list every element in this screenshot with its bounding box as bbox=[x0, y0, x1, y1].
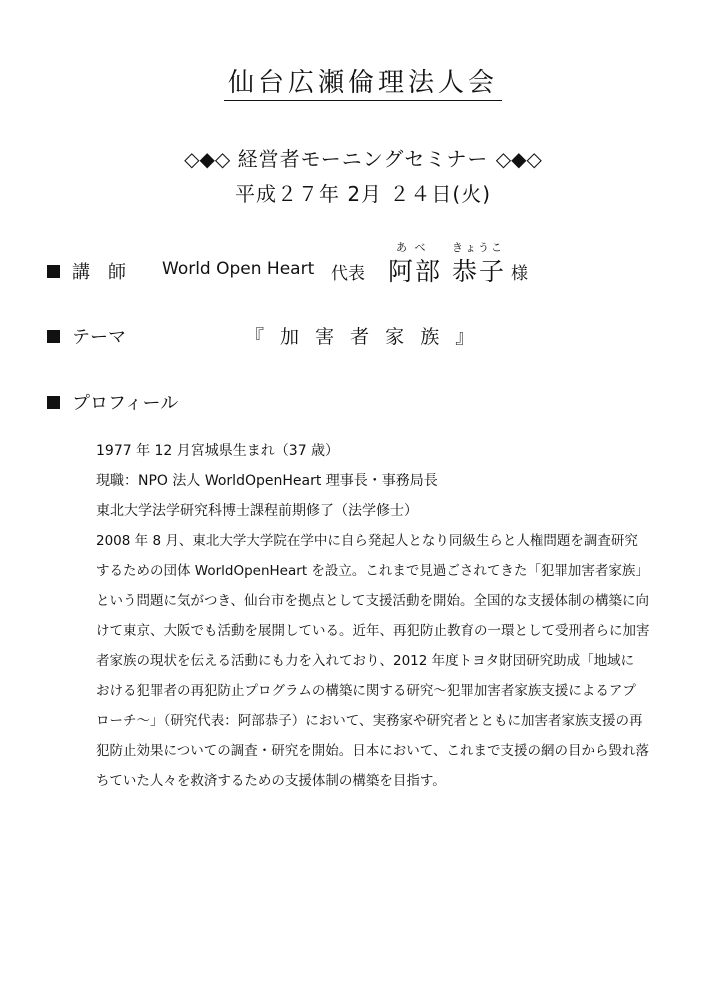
lecturer-reading-given: きょうこ bbox=[452, 241, 504, 254]
lecturer-title: 代表 bbox=[331, 264, 365, 284]
bullet-square-icon bbox=[47, 396, 60, 409]
seminar-date: 平成２７年 2月 ２４日(火) bbox=[234, 182, 492, 206]
seminar-heading bbox=[0, 143, 726, 172]
organization-title bbox=[0, 62, 726, 99]
bullet-square-icon bbox=[47, 265, 60, 278]
profile-body bbox=[96, 436, 656, 796]
profile-line: 犯防止効果についての調査・研究を開始。日本において、これまで支援の網の目から毀れ落 bbox=[96, 743, 649, 759]
lecturer-honorific: 様 bbox=[511, 264, 528, 284]
organization-title-text: 仙台広瀬倫理法人会 bbox=[224, 68, 502, 101]
profile-line: ローチ～」（研究代表：阿部恭子）において、実務家や研究者とともに加害者家族支援の再 bbox=[96, 713, 643, 729]
lecturer-name: 阿部 恭子 bbox=[388, 257, 506, 286]
bullet-square-icon bbox=[47, 330, 60, 343]
theme-value: 『 加 害 者 家 族 』 bbox=[245, 326, 480, 348]
profile-label: プロフィール bbox=[72, 393, 179, 414]
lecturer-label: 講 師 bbox=[72, 262, 126, 283]
profile-line: 東北大学法学研究科博士課程前期修了（法学修士） bbox=[96, 503, 418, 519]
profile-line: 1977 年 12 月宮城県生まれ（37 歳） bbox=[96, 443, 340, 459]
profile-line: という問題に気がつき、仙台市を拠点として支援活動を開始。全国的な支援体制の構築に向 bbox=[96, 593, 649, 609]
lecturer-row bbox=[0, 241, 726, 286]
lecturer-organization: World Open Heart bbox=[162, 259, 315, 279]
lecturer-reading-family: あ べ bbox=[396, 241, 428, 254]
profile-line: 者家族の現状を伝える活動にも力を入れており、2012 年度トヨタ財団研究助成「地域に bbox=[96, 653, 635, 669]
profile-line: ちていた人々を救済するための支援体制の構築を目指す。 bbox=[96, 773, 446, 789]
profile-line: するための団体 WorldOpenHeart を設立。これまで見過ごされてきた「犯罪加害者家族」 bbox=[96, 563, 649, 579]
theme-label: テーマ bbox=[72, 327, 126, 348]
profile-row bbox=[0, 388, 726, 418]
profile-line: おける犯罪者の再犯防止プログラムの構築に関する研究～犯罪加害者家族支援によるアプ bbox=[96, 683, 636, 699]
seminar-title: 経営者モーニングセミナー bbox=[237, 147, 489, 171]
diamond-ornament-left: ◇◆◇ bbox=[184, 147, 231, 171]
profile-line: けて東京、大阪でも活動を展開している。近年、再犯防止教育の一環として受刑者らに加害 bbox=[96, 623, 650, 639]
diamond-ornament-right: ◇◆◇ bbox=[495, 147, 542, 171]
profile-line: 2008 年 8 月、東北大学大学院在学中に自ら発起人となり同級生らと人権問題を調査研究 bbox=[96, 533, 638, 549]
profile-line: 現職：NPO 法人 WorldOpenHeart 理事長・事務局長 bbox=[96, 473, 438, 489]
theme-row bbox=[0, 322, 726, 352]
